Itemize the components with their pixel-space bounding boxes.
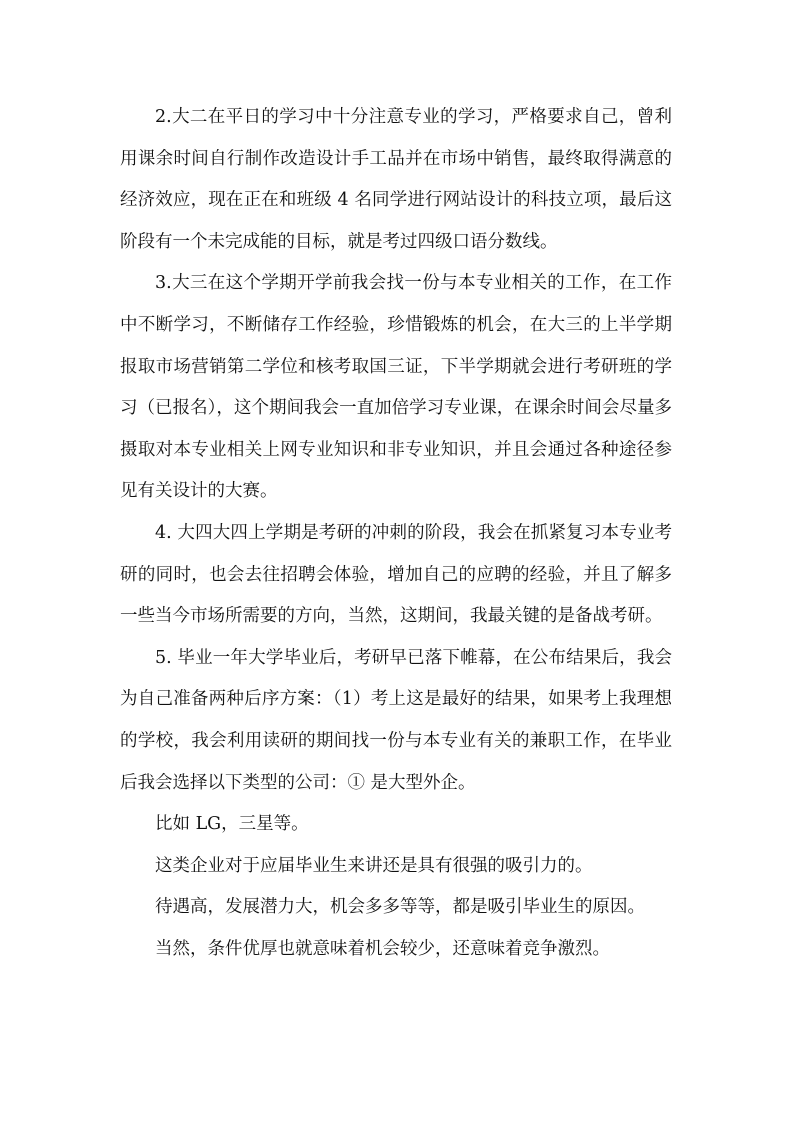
paragraph-sophomore-year: 2.大二在平日的学习中十分注意专业的学习，严格要求自己，曾利用课余时间自行制作改造设计手工品并在市场中销售，最终取得满意的经济效应，现在正在和班级 4 名同学进行网站设计的科技立项，最后这阶段有一个未完成能的目标，就是考过四级口语分数线。	[120, 107, 672, 252]
paragraph-junior-year: 3.大三在这个学期开学前我会找一份与本专业相关的工作，在工作中不断学习，不断储存工作经验，珍惜锻炼的机会，在大三的上半学期报取市场营销第二学位和核考取国三证，下半学期就会进行考研班的学习（已报名），这个期间我会一直加倍学习专业课，在课余时间会尽量多摄取对本专业相关上网专业知识和非专业知识，并且会通过各种途径参见有关设计的大赛。	[120, 273, 672, 502]
line-competition: 当然，条件优厚也就意味着机会较少，还意味着竞争激烈。	[155, 938, 610, 959]
paragraph-senior-year: 4. 大四大四上学期是考研的冲刺的阶段，我会在抓紧复习本专业考研的同时，也会去往招聘会体验，增加自己的应聘的经验，并且了解多一些当今市场所需要的方向，当然，这期间，我最关键的是备战考研。	[120, 522, 672, 627]
line-examples: 比如 LG，三星等。	[155, 814, 309, 835]
paragraph-post-graduation: 5. 毕业一年大学毕业后，考研早已落下帷幕，在公布结果后，我会为自己准备两种后序方案：（1）考上这是最好的结果，如果考上我理想的学校，我会利用读研的期间找一份与本专业有关的兼职工作，在毕业后我会选择以下类型的公司：① 是大型外企。	[120, 647, 672, 793]
line-attraction: 这类企业对于应届毕业生来讲还是具有很强的吸引力的。	[155, 855, 593, 876]
document-body	[120, 97, 672, 970]
line-benefits: 待遇高，发展潜力大，机会多多等等，都是吸引毕业生的原因。	[155, 897, 645, 918]
